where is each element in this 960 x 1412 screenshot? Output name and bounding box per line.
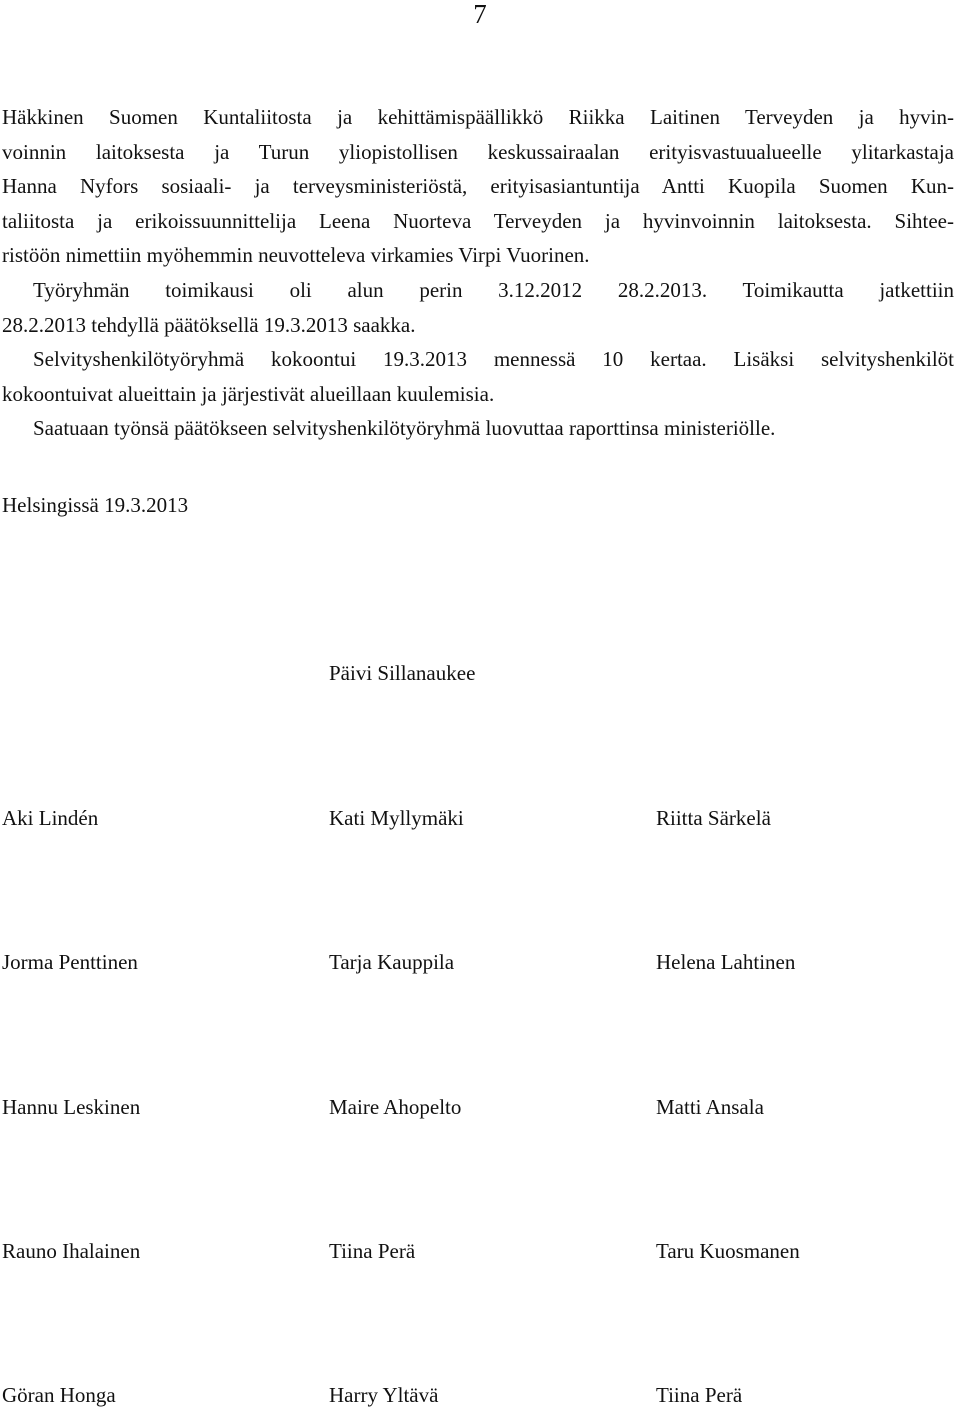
signatory-name: Helena Lahtinen (656, 950, 796, 974)
paragraph-line: kokoontuivat alueittain ja järjestivät alueillaan kuulemisia. (2, 381, 495, 406)
signature-row (0, 801, 960, 835)
signatory-name: Tiina Perä (329, 1239, 416, 1263)
signatory-name: Taru Kuosmanen (656, 1239, 800, 1263)
body-paragraph (2, 100, 954, 446)
signatory-name: Rauno Ihalainen (2, 1239, 141, 1263)
signatory-name: Maire Ahopelto (329, 1095, 462, 1119)
signature-row (0, 1090, 960, 1124)
signatory-name: Matti Ansala (656, 1095, 764, 1119)
signatory-name: Tiina Perä (656, 1383, 743, 1407)
signatory-name: Riitta Särkelä (656, 806, 771, 830)
paragraph-line: voinnin laitoksesta ja Turun yliopistollisen keskussairaalan erityisvastuualueelle ylitarkastaja (2, 139, 954, 164)
signatory-name: Göran Honga (2, 1383, 116, 1407)
signature-row (0, 945, 960, 979)
signature-row (0, 1234, 960, 1268)
signatory-name: Harry Yltävä (329, 1383, 439, 1407)
signatory-name: Jorma Penttinen (2, 950, 138, 974)
place-and-date: Helsingissä 19.3.2013 (2, 493, 189, 517)
signatory-name: Hannu Leskinen (2, 1095, 141, 1119)
paragraph-line: ristöön nimettiin myöhemmin neuvotteleva virkamies Virpi Vuorinen. (2, 243, 590, 268)
paragraph-line: taliitosta ja erikoissuunnittelija Leena Nuorteva Terveyden ja hyvinvoinnin laitoksesta. Sihtee- (2, 208, 954, 233)
signatory-name: Tarja Kauppila (329, 950, 455, 974)
paragraph-line: Saatuaan työnsä päätökseen selvityshenkilötyöryhmä luovuttaa raporttinsa ministeriölle. (33, 416, 776, 441)
page-number: 7 (473, 0, 487, 29)
paragraph-line: Hanna Nyfors sosiaali- ja terveysministeriöstä, erityisasiantuntija Antti Kuopila Suomen Kun- (2, 174, 954, 199)
signatory-name: Kati Myllymäki (329, 806, 464, 830)
paragraph-line: 28.2.2013 tehdyllä päätöksellä 19.3.2013 saakka. (2, 312, 416, 337)
signatory-name: Aki Lindén (2, 806, 99, 830)
chair-signature: Päivi Sillanaukee (329, 661, 476, 685)
paragraph-line: Häkkinen Suomen Kuntaliitosta ja kehittämispäällikkö Riikka Laitinen Terveyden ja hyvin- (2, 105, 954, 129)
signature-row (0, 1378, 960, 1412)
paragraph-line: Työryhmän toimikausi oli alun perin 3.12.2012 28.2.2013. Toimikautta jatkettiin (33, 277, 954, 302)
paragraph-line: Selvityshenkilötyöryhmä kokoontui 19.3.2013 mennessä 10 kertaa. Lisäksi selvityshenkilöt (33, 347, 954, 372)
